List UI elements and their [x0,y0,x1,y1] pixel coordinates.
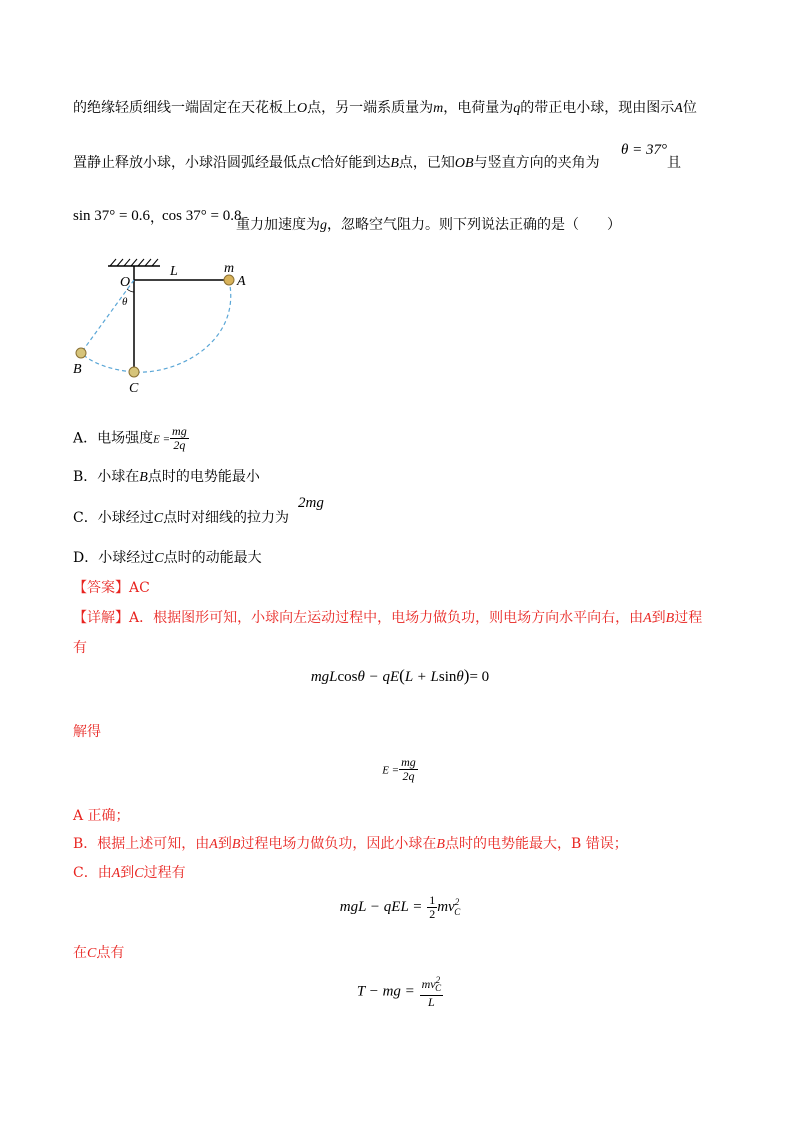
label-C: C [129,381,139,395]
a-correct: A 正确； [73,808,130,824]
ball-C [129,367,139,377]
label-B: B [73,362,82,377]
option-B: B．小球在B点时的电势能最小 [73,469,260,485]
detail-C: C．由A到C过程有 [73,865,186,881]
problem-line-1: 的绝缘轻质细线一端固定在天花板上O点，另一端系质量为m，电荷量为q的带正电小球，现由图示A位 [73,100,697,116]
dashed-OB [81,280,134,353]
label-m: m [224,261,235,276]
equation-1: mgLcosθ − qE(L + Lsinθ)= 0 [310,666,490,685]
detail-B: B．根据上述可知，由A到B过程电场力做负功，因此小球在B点时的电势能最大，B 错误； [73,836,628,852]
solve-label: 解得 [73,724,101,740]
at-C-label: 在C点有 [73,945,125,961]
option-C-value: 2mg [298,495,324,511]
ball-A [224,275,234,285]
option-D: D．小球经过C点时的动能最大 [73,550,262,566]
comma: ， [150,210,164,226]
label-theta: θ [122,296,128,308]
answer-label: 【答案】AC [73,580,150,596]
problem-line-3: 重力加速度为g，忽略空气阻力。则下列说法正确的是（ ） [236,217,621,233]
pendulum-diagram [70,255,260,395]
label-A: A [237,274,246,289]
ball-B [76,348,86,358]
label-O: O [120,275,131,290]
label-L: L [170,264,178,279]
problem-line-2: 置静止释放小球，小球沿圆弧经最低点C恰好能到达B点，已知OB与竖直方向的夹角为 [73,155,600,171]
equation-3: mgL − qEL = $\frac{1}{2}$ $mv^2_C$ [339,892,461,921]
cos-equation: cos 37° = 0.8 [162,208,242,224]
sin-equation: sin 37° = 0.6 [73,208,150,224]
theta-equation: θ = 37° [621,142,667,158]
and-text: 且 [667,155,681,171]
equation-2: E = $\frac{mg}{2q}$ [382,755,416,783]
detail-line-2: 有 [73,640,87,656]
detail-line-1: 【详解】A．根据图形可知，小球向左运动过程中，电场力做负功，则电场方向水平向右，由A到B过程 [73,610,703,626]
dashed-arc [81,280,231,372]
ceiling-hatch [110,259,158,266]
option-A: A．电场强度E = $\frac{mg}{2q}$ [73,424,187,452]
option-C: C．小球经过C点时对细线的拉力为 [73,510,290,526]
equation-4: T − mg = $\frac{mv^2_C}{L}$ [356,975,442,1010]
